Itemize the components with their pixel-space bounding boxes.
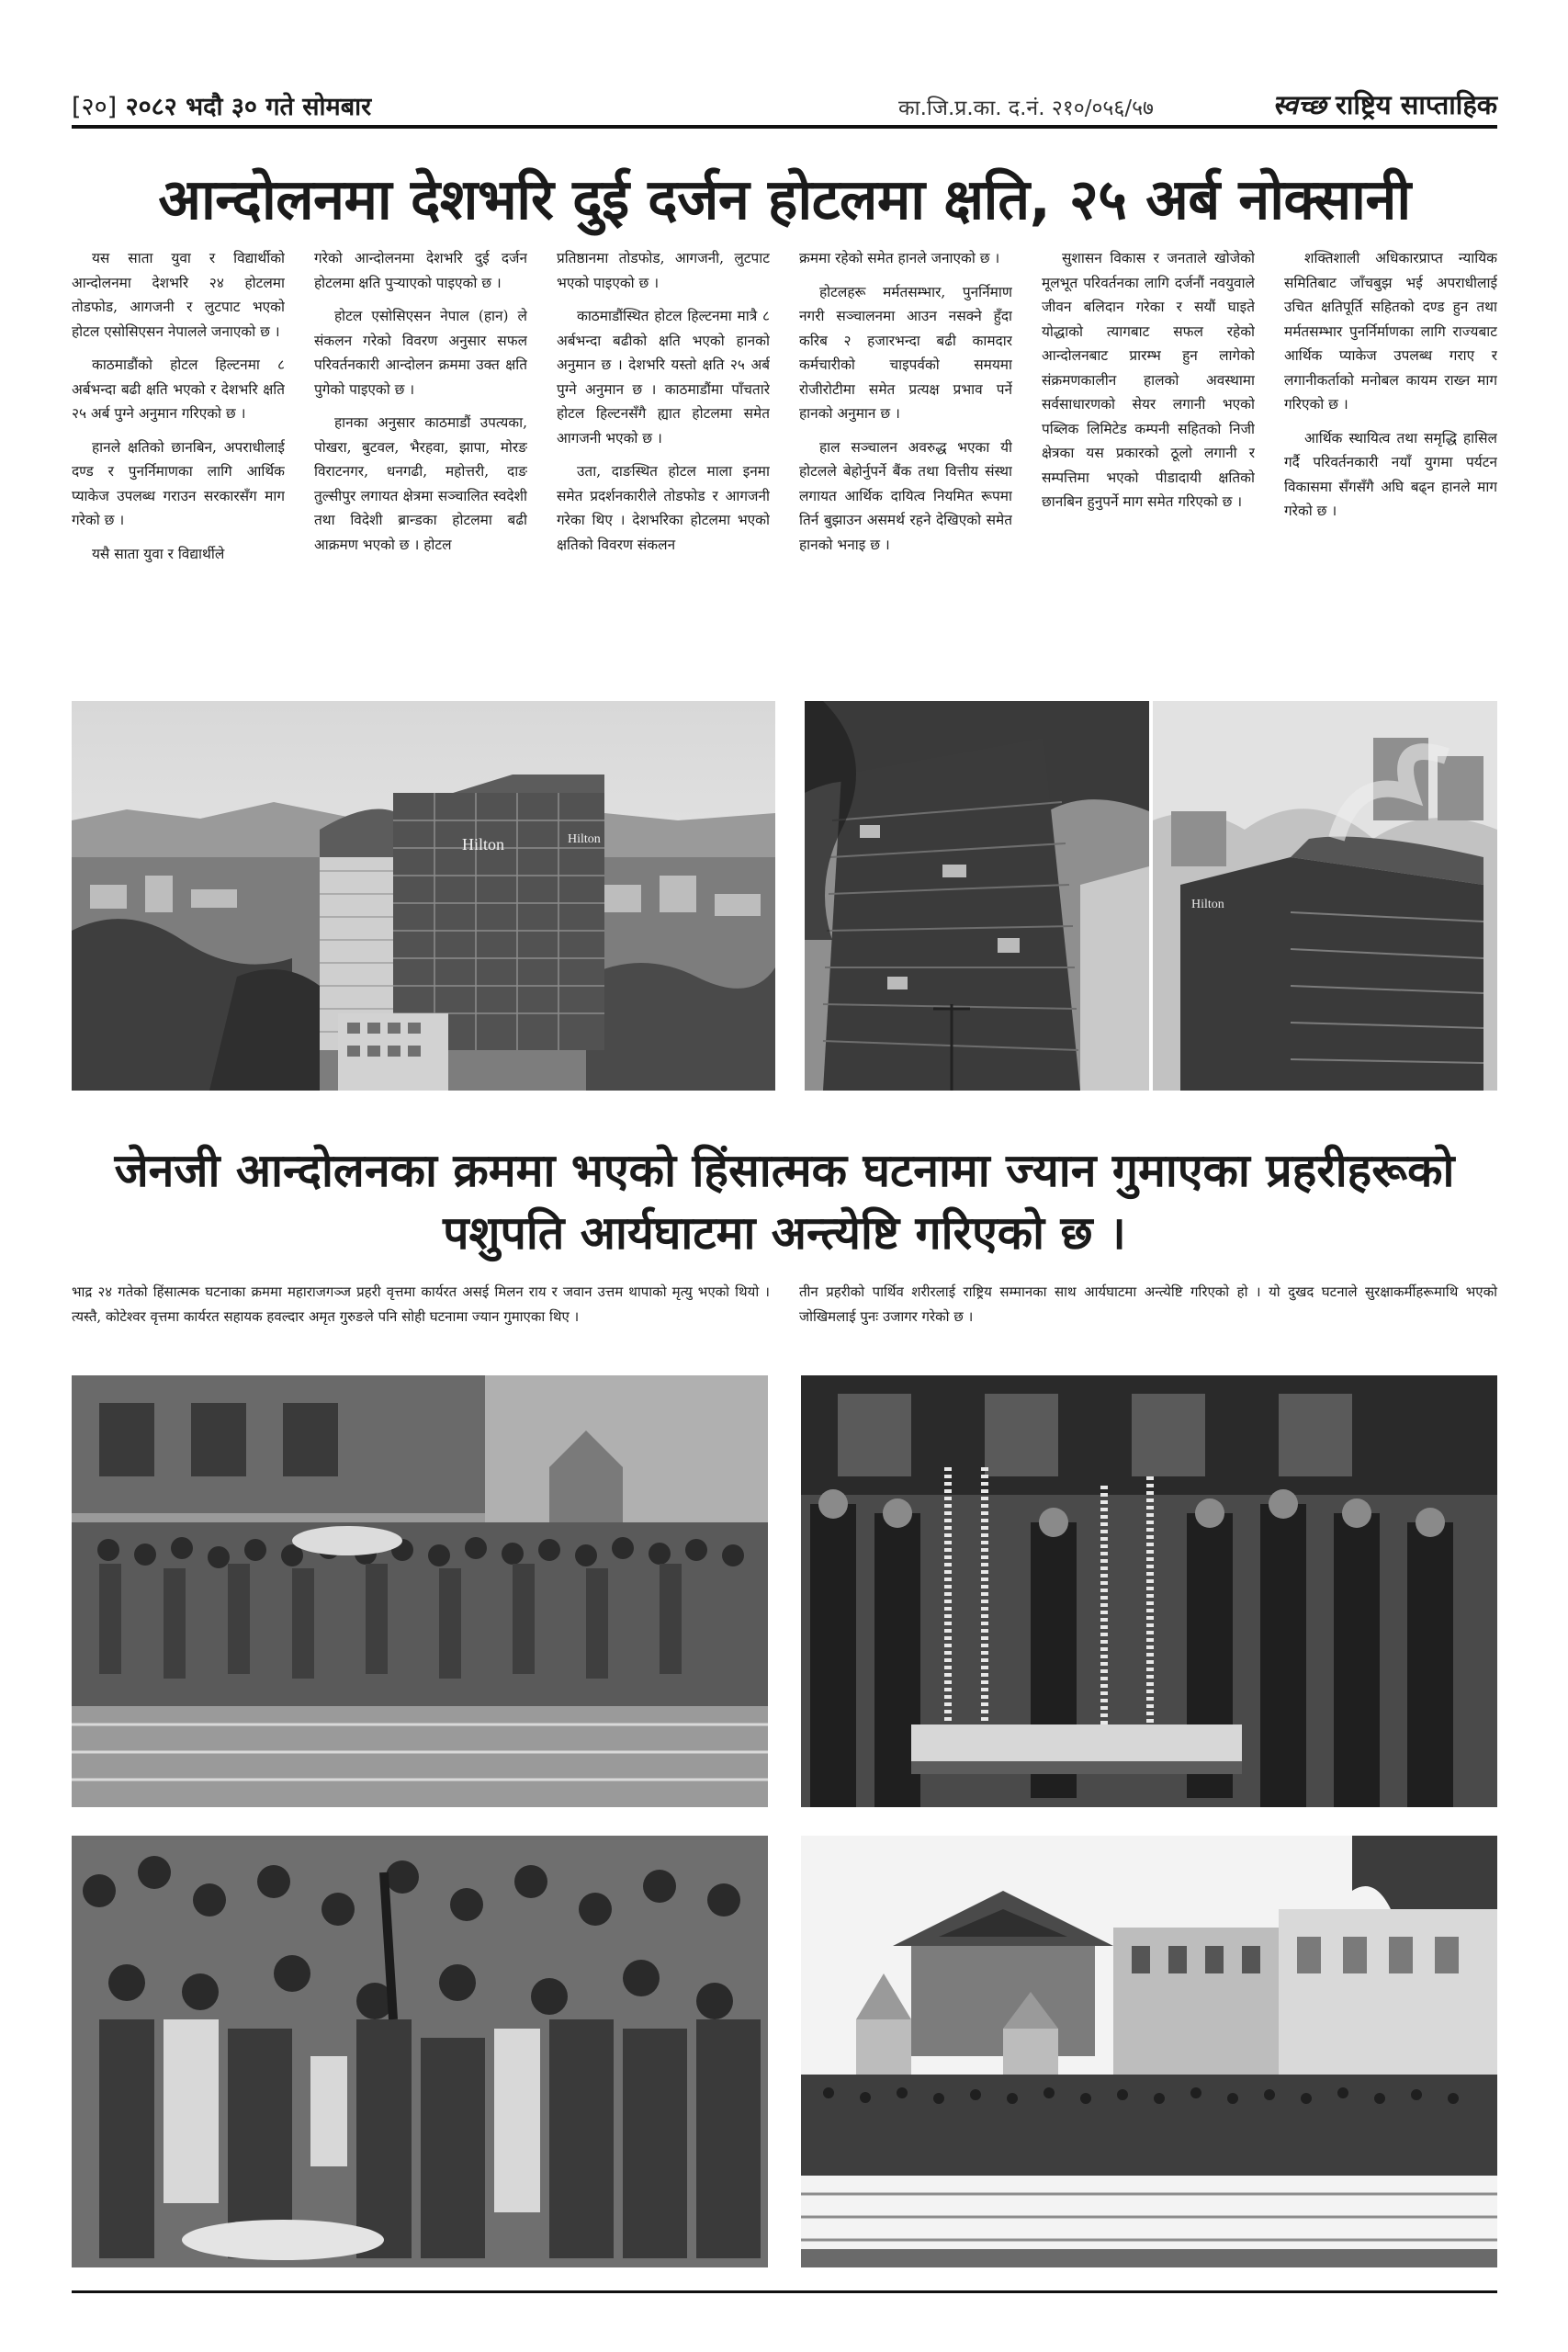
paragraph: यस साता युवा र विद्यार्थीको आन्दोलनमा देशभरि २४ होटलमा तोडफोड, आगजनी र लुटपाट भएको होटल एसोसिएसन नेपालले जनाएको छ । (72, 250, 285, 340)
story2-headline-line2: पशुपति आर्यघाटमा अन्त्येष्टि गरिएको छ । (443, 1206, 1126, 1260)
paragraph: सुशासन विकास र जनताले खोजेको मूलभूत परिवर्तनका लागि दर्जनौं नवयुवाले जीवन बलिदान गरेका र सयौं घाइते योद्धाको त्यागबाट सफल रहेको आन्दोलनबाट प्रारम्भ हुन लागेको संक्रमणकालीन हालको अवस्थामा सर्वसाधारणको सेयर लगानी भएको पब्लिक लिमिटेड कम्पनी सहितको निजी क्षेत्रका यस प्रकारको ठूलो लगानी र सम्पत्तिमा भएको पीडादायी क्षतिको छानबिन हुनुपर्ने माग समेत गरिएको छ । (1042, 250, 1255, 510)
story1-column-6 (1284, 246, 1497, 678)
paragraph: हानले क्षतिको छानबिन, अपराधीलाई दण्ड र पुनर्निमाणका लागि आर्थिक प्याकेज उपलब्ध गराउन सरकारसँग माग गरेको छ । (72, 438, 285, 528)
story1-column-3 (557, 246, 770, 678)
story2-lead-left: भाद्र २४ गतेको हिंसात्मक घटनाका क्रममा महाराजगञ्ज प्रहरी वृत्तमा कार्यरत असई मिलन राय र जवान उत्तम थापाको मृत्यु भएको थियो । त्यस्तै, कोटेश्वर वृत्तमा कार्यरत सहायक हवल्दार अमृत गुरुङले पनि सोही घटनामा ज्यान गुमाएका थिए । (72, 1283, 770, 1325)
story2-lead-right: तीन प्रहरीको पार्थिव शरीरलाई राष्ट्रिय सम्मानका साथ आर्यघाटमा अन्त्येष्टि गरिएको हो । यो दुखद घटनाले सुरक्षाकर्मीहरूमाथि भएको जोखिमलाई पुनः उजागर गरेको छ । (799, 1283, 1497, 1325)
hotel-fire-photo (805, 701, 1149, 1091)
story1-body (72, 246, 1497, 678)
story1-column-5 (1042, 246, 1255, 678)
issue-date: २०८२ भदौ ३० गते सोमबार (125, 93, 372, 121)
registration-number: का.जि.प्र.का. द.नं. २१०/०५६/५७ (898, 96, 1154, 120)
paragraph: हाल सञ्चालन अवरुद्ध भएका यी होटलले बेहोर्नुपर्ने बैंक तथा वित्तीय संस्था लगायत आर्थिक दायित्व नियमित रूपमा तिर्न बुझाउन असमर्थ रहने देखिएको समेत हानको भनाइ छ । (799, 438, 1012, 553)
masthead-brand: स्वच्छ (1272, 89, 1326, 120)
paragraph: होटल एसोसिएसन नेपाल (हान) ले संकलन गरेको विवरण अनुसार सफल परिवर्तनकारी आन्दोलन क्रममा उक्त क्षति पुगेको पाइएको छ । (314, 308, 527, 398)
hilton-city-photo (72, 701, 775, 1091)
paragraph: काठमाडौंको होटल हिल्टनमा ८ अर्बभन्दा बढी क्षति भएको र देशभरि क्षति २५ अर्ब पुग्ने अनुमान गरिएको छ । (72, 356, 285, 422)
paragraph: उता, दाङस्थित होटल माला इनमा समेत प्रदर्शनकारीले तोडफोड र आगजनी गरेका थिए । देशभरिका होटलमा भएको क्षतिको विवरण संकलन (557, 463, 770, 553)
story2-headline-line1: जेनजी आन्दोलनका क्रममा भएको हिंसात्मक घटनामा ज्यान गुमाएका प्रहरीहरूको (114, 1144, 1455, 1197)
story1-column-1 (72, 246, 285, 678)
page-header (72, 85, 1497, 129)
masthead-subtitle: राष्ट्रिय साप्ताहिक (1335, 89, 1497, 120)
story1-column-2 (314, 246, 527, 678)
paragraph: प्रतिष्ठानमा तोडफोड, आगजनी, लुटपाट भएको पाइएको छ । (557, 250, 770, 291)
story1-headline: आन्दोलनमा देशभरि दुई दर्जन होटलमा क्षति, २५ अर्ब नोक्सानी (158, 167, 1411, 232)
paragraph: काठमाडौंस्थित होटल हिल्टनमा मात्रै ८ अर्बभन्दा बढीको क्षति भएको हानको अनुमान छ । देशभरि यस्तो क्षति २५ अर्ब पुग्ने अनुमान छ । काठमाडौंमा पाँचतारे होटल हिल्टनसँगै ह्यात होटलमा समेत आगजनी भएको छ । (557, 308, 770, 447)
hilton-sign-right: Hilton (568, 832, 601, 846)
mourning-crowd-photo (72, 1836, 768, 2267)
page-date-line (72, 88, 371, 122)
bottom-rule (72, 2290, 1497, 2293)
story2-headline (72, 1139, 1497, 1268)
police-tribute-photo (801, 1375, 1497, 1807)
paragraph: हानका अनुसार काठमाडौं उपत्यका, पोखरा, बुटवल, भैरहवा, झापा, मोरङ विराटनगर, धनगढी, महोत्तरी, दाङ तुल्सीपुर लगायत क्षेत्रमा सञ्चालित स्वदेशी तथा विदेशी ब्रान्डका होटलमा बढी आक्रमण भएको छ । होटल (314, 414, 527, 553)
paragraph: क्रममा रहेको समेत हानले जनाएको छ । (799, 250, 1000, 266)
paragraph: गरेको आन्दोलनमा देशभरि दुई दर्जन होटलमा क्षति पुऱ्याएको पाइएको छ । (314, 250, 527, 291)
svg-text:Hilton: Hilton (1191, 898, 1224, 911)
masthead (1272, 86, 1497, 122)
paragraph: होटलहरू मर्मतसम्भार, पुनर्निमाण नगरी सञ्चालनमा आउन नसक्ने हुँदा करिब २ हजारभन्दा बढी कामदार कर्मचारीको चाइपर्वको समयमा रोजीरोटीमा समेत प्रत्यक्ष प्रभाव पर्ने हानको अनुमान छ । (799, 283, 1012, 422)
paragraph: आर्थिक स्थायित्व तथा समृद्धि हासिल गर्दै परिवर्तनकारी नयाँ युगमा पर्यटन विकासमा सँगसँगै अघि बढ्न हानले माग गरेको छ । (1284, 429, 1497, 519)
pashupati-ghat-photo (801, 1836, 1497, 2267)
paragraph: यसै साता युवा र विद्यार्थीले (92, 545, 225, 562)
funeral-procession-photo (72, 1375, 768, 1807)
burned-hilton-photo (1153, 701, 1497, 1091)
page-number: [२०] (72, 93, 118, 121)
story1-column-4 (799, 246, 1012, 678)
hilton-sign-left: Hilton (462, 835, 505, 854)
paragraph: शक्तिशाली अधिकारप्राप्त न्यायिक समितिबाट जाँचबुझ भई अपराधीलाई उचित क्षतिपूर्ति सहितको दण्ड हुन तथा मर्मतसम्भार पुनर्निर्माणका लागि राज्यबाट आर्थिक प्याकेज उपलब्ध गराए र लगानीकर्ताको मनोबल कायम राख्न माग गरिएको छ । (1284, 250, 1497, 413)
